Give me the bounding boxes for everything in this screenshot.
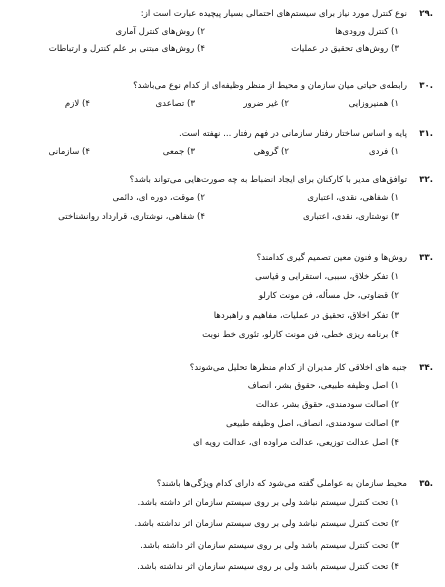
option-4[interactable]: ۴) شفاهی، نوشتاری، قرارداد روانشناختی [58, 212, 205, 222]
question-text: جنبه های اخلاقی کار مدیران از کدام منظرها تحلیل می‌شوند؟ [189, 363, 407, 373]
question-33 [0, 250, 445, 344]
question-number: ۳۱. [419, 129, 433, 139]
question-34 [0, 360, 445, 454]
option-1[interactable]: ۱) تفکر خلاق، سببی، استقرایی و قیاسی [255, 272, 399, 282]
question-text: محیط سازمان به عواملی گفته می‌شود که دارای کدام ویژگی‌ها باشند؟ [156, 479, 407, 489]
option-3[interactable]: ۳) اصالت سودمندی، انصاف، اصل وظیفه طبیعی [225, 419, 399, 429]
option-2[interactable]: ۲) گروهی [253, 147, 289, 157]
option-2[interactable]: ۲) قضاوتی، حل مسأله، فن مونت کارلو [258, 291, 399, 301]
option-3[interactable]: ۳) تحت کنترل سیستم باشد ولی بر روی سیستم سازمان اثر داشته باشد. [140, 541, 399, 551]
option-1[interactable]: ۱) تحت کنترل سیستم نباشد ولی بر روی سیستم سازمان اثر داشته باشد. [137, 498, 399, 508]
question-31 [0, 126, 445, 160]
option-4[interactable]: ۴) تحت کنترل سیستم باشد ولی بر روی سیستم سازمان اثر نداشته باشد. [137, 562, 399, 572]
question-30 [0, 78, 445, 112]
option-3[interactable]: ۳) جمعی [162, 147, 195, 157]
option-1[interactable]: ۱) کنترل ورودی‌ها [335, 27, 399, 37]
option-1[interactable]: ۱) همنیروزایی [348, 99, 399, 109]
question-number: ۳۲. [419, 175, 433, 185]
question-number: ۳۰. [419, 81, 433, 91]
option-3[interactable]: ۳) روش‌های تحقیق در عملیات [291, 44, 399, 54]
question-text: رابطه‌ی حیاتی میان سازمان و محیط از منظر وظیفه‌ای از کدام نوع می‌باشد؟ [133, 81, 407, 91]
option-2[interactable]: ۲) روش‌های کنترل آماری [115, 27, 205, 37]
option-4[interactable]: ۴) سازمانی [48, 147, 90, 157]
option-2[interactable]: ۲) تحت کنترل سیستم نباشد ولی بر روی سیستم سازمان اثر نداشته باشد. [134, 519, 399, 529]
question-number: ۳۳. [419, 253, 433, 263]
option-4[interactable]: ۴) برنامه ریزی خطی، فن مونت کارلو، تئوری خط نوبت [202, 330, 399, 340]
question-text: روش‌ها و فنون معین تصمیم گیری کدامند؟ [256, 253, 407, 263]
question-text: نوع کنترل مورد نیاز برای سیستم‌های احتمالی بسیار پیچیده عبارت است از: [140, 9, 407, 19]
option-2[interactable]: ۲) غیر ضرور [243, 99, 289, 109]
question-29 [0, 6, 445, 56]
question-text: توافق‌های مدیر با کارکنان برای ایجاد انضباط به چه صورت‌هایی می‌تواند باشد؟ [129, 175, 407, 185]
option-3[interactable]: ۳) تفکر اخلاق، تحقیق در عملیات، مفاهیم و راهبردها [213, 311, 399, 321]
option-4[interactable]: ۴) لازم [64, 99, 90, 109]
question-35 [0, 476, 445, 584]
option-2[interactable]: ۲) اصالت سودمندی، حقوق بشر، عدالت [255, 400, 399, 410]
question-number: ۳۵. [419, 479, 433, 489]
option-1[interactable]: ۱) اصل وظیفه طبیعی، حقوق بشر، انصاف [247, 381, 399, 391]
question-32 [0, 172, 445, 224]
option-4[interactable]: ۴) روش‌های مبتنی بر علم کنترل و ارتباطات [48, 44, 205, 54]
question-number: ۲۹. [419, 9, 433, 19]
option-2[interactable]: ۲) موقت، دوره ای، دائمی [112, 193, 205, 203]
question-text: پایه و اساس ساختار رفتار سازمانی در فهم رفتار ... نهفته است. [178, 129, 407, 139]
question-number: ۳۴. [419, 363, 433, 373]
option-3[interactable]: ۳) نوشتاری، نقدی، اعتباری [302, 212, 399, 222]
option-4[interactable]: ۴) اصل عدالت توزیعی، عدالت مراوده ای، عدالت رویه ای [193, 438, 399, 448]
option-1[interactable]: ۱) فردی [368, 147, 399, 157]
option-1[interactable]: ۱) شفاهی، نقدی، اعتباری [307, 193, 399, 203]
option-3[interactable]: ۳) تصاعدی [155, 99, 195, 109]
